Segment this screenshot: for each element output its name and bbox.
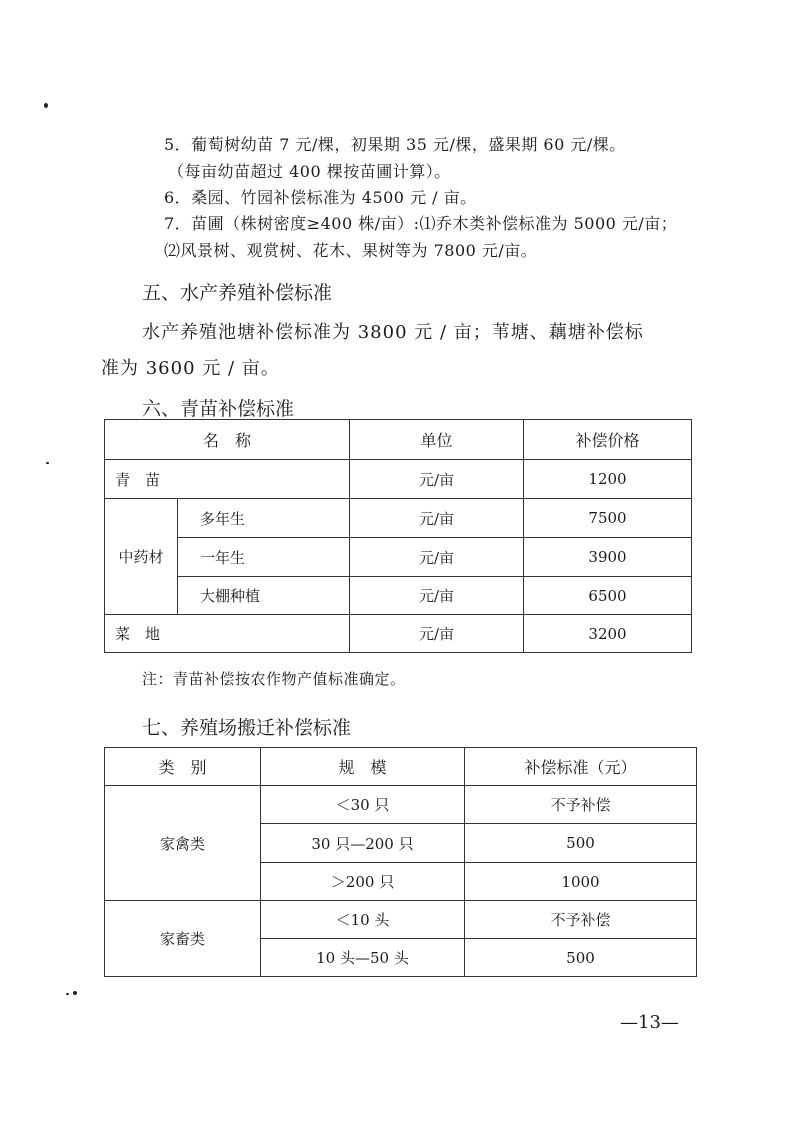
row-name: 青 苗 — [105, 460, 350, 499]
farm-relocation-table — [104, 747, 697, 977]
list-item-5: 5．葡萄树幼苗 7 元/棵，初果期 35 元/棵，盛果期 60 元/棵。 — [164, 135, 626, 154]
row-scale: 10 头—50 头 — [261, 939, 465, 977]
group-name: 中药材 — [105, 499, 178, 615]
row-unit: 元/亩 — [350, 499, 524, 538]
row-name: 菜 地 — [105, 615, 350, 653]
row-standard: 500 — [465, 939, 697, 977]
section-5-paragraph-line2: 准为 3600 元 / 亩。 — [101, 358, 280, 379]
row-unit: 元/亩 — [350, 460, 524, 499]
row-price: 6500 — [524, 577, 692, 615]
header-category: 类 别 — [105, 748, 261, 786]
table-note: 注：青苗补偿按农作物产值标准确定。 — [142, 670, 406, 688]
seedling-compensation-table — [104, 419, 692, 653]
row-standard: 500 — [465, 824, 697, 863]
row-scale: ＜10 头 — [261, 901, 465, 939]
row-subname: 大棚种植 — [178, 577, 350, 615]
row-price: 1200 — [524, 460, 692, 499]
row-standard: 不予补偿 — [465, 901, 697, 939]
header-name: 名 称 — [105, 420, 350, 460]
row-unit: 元/亩 — [350, 577, 524, 615]
row-subname: 多年生 — [178, 499, 350, 538]
list-item-7-cont: ⑵风景树、观赏树、花木、果树等为 7800 元/亩。 — [164, 241, 538, 260]
scan-speck — [66, 993, 69, 995]
section-5-paragraph-line1: 水产养殖池塘补偿标准为 3800 元 / 亩；苇塘、藕塘补偿标 — [142, 322, 644, 343]
row-price: 3200 — [524, 615, 692, 653]
page-number: —13— — [620, 1012, 679, 1033]
list-item-5-note: （每亩幼苗超过 400 棵按苗圃计算）。 — [168, 162, 451, 181]
category-name: 家禽类 — [105, 786, 261, 901]
row-standard: 不予补偿 — [465, 786, 697, 824]
row-scale: ＜30 只 — [261, 786, 465, 824]
row-scale: ＞200 只 — [261, 863, 465, 901]
row-unit: 元/亩 — [350, 615, 524, 653]
row-standard: 1000 — [465, 863, 697, 901]
row-subname: 一年生 — [178, 538, 350, 577]
header-price: 补偿价格 — [524, 420, 692, 460]
row-price: 7500 — [524, 499, 692, 538]
row-unit: 元/亩 — [350, 538, 524, 577]
list-item-7: 7．苗圃（株树密度≥400 株/亩）:⑴乔木类补偿标准为 5000 元/亩； — [164, 214, 678, 233]
section-7-title: 七、养殖场搬迁补偿标准 — [142, 717, 352, 739]
row-price: 3900 — [524, 538, 692, 577]
row-scale: 30 只—200 只 — [261, 824, 465, 863]
list-item-6: 6．桑园、竹园补偿标准为 4500 元 / 亩。 — [164, 188, 477, 207]
header-scale: 规 模 — [261, 748, 465, 786]
section-6-title: 六、青苗补偿标准 — [142, 398, 295, 420]
scan-speck — [73, 991, 77, 995]
header-unit: 单位 — [350, 420, 524, 460]
section-5-title: 五、水产养殖补偿标准 — [142, 282, 333, 304]
scan-speck — [44, 103, 48, 108]
header-standard: 补偿标准（元） — [465, 748, 697, 786]
category-name: 家畜类 — [105, 901, 261, 977]
scan-speck — [46, 462, 49, 464]
